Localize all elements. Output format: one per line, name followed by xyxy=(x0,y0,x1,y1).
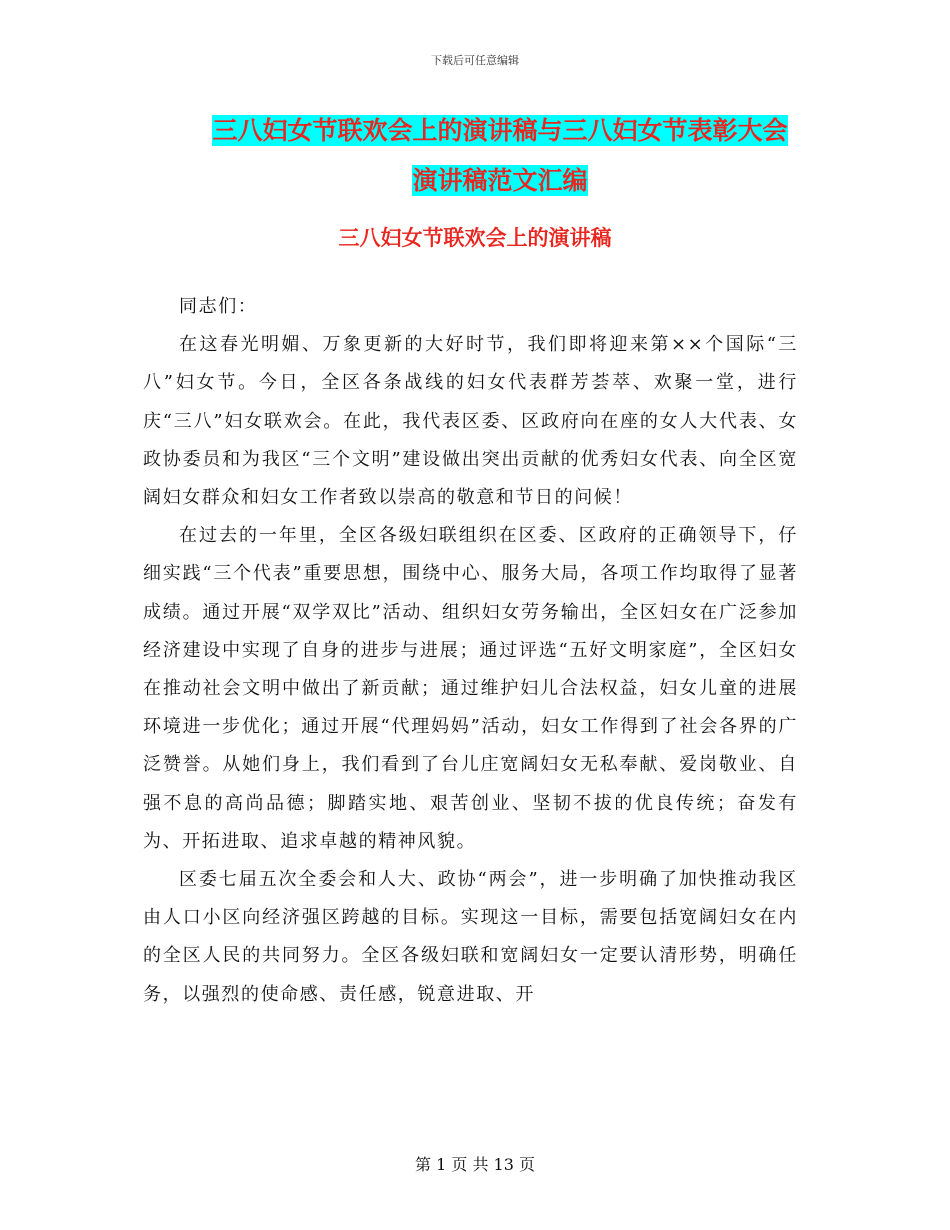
page-number: 第 1 页 共 13 页 xyxy=(415,1155,535,1174)
paragraph-salutation: 同志们： xyxy=(179,296,258,317)
title-line-2: 演讲稿范文汇编 xyxy=(412,166,588,195)
title-line-1: 三八妇女节联欢会上的演讲稿与三八妇女节表彰大会 xyxy=(212,116,788,145)
paragraph: 在过去的一年里，全区各级妇联组织在区委、区政府的正确领导下，仔细实践“三个代表”重要思想，围绕中心、服务大局，各项工作均取得了显著成绩。通过开展“双学双比”活动、组织妇女劳务输出，全区妇女在广泛参加经济建设中实现了自身的进步与进展；通过评选“五好文明家庭”，全区妇女在推动社会文明中做出了新贡献；通过维护妇儿合法权益，妇女儿童的进展环境进一步优化；通过开展“代理妈妈”活动，妇女工作得到了社会各界的广泛赞誉。从她们身上，我们看到了台儿庄宽阔妇女无私奉献、爱岗敬业、自强不息的高尚品德；脚踏实地、艰苦创业、坚韧不拔的优良传统；奋发有为、开拓进取、追求卓越的精神风貌。 xyxy=(143,525,798,852)
paragraph: 在这春光明媚、万象更新的大好时节，我们即将迎来第××个国际“三八”妇女节。今日，全区各条战线的妇女代表群芳荟萃、欢聚一堂，进行庆“三八”妇女联欢会。在此，我代表区委、区政府向在座的女人大代表、女政协委员和为我区“三个文明”建设做出突出贡献的优秀妇女代表、向全区宽阔妇女群众和妇女工作者致以崇高的敬意和节日的问候！ xyxy=(143,334,798,509)
document-title xyxy=(120,106,880,206)
header-note: 下载后可任意编辑 xyxy=(431,54,519,67)
paragraph: 区委七届五次全委会和人大、政协“两会”，进一步明确了加快推动我区由人口小区向经济强区跨越的目标。实现这一目标，需要包括宽阔妇女在内的全区人民的共同努力。全区各级妇联和宽阔妇女一定要认清形势，明确任务，以强烈的使命感、责任感，锐意进取、开 xyxy=(143,869,798,1005)
section-title: 三八妇女节联欢会上的演讲稿 xyxy=(338,226,612,250)
document-body xyxy=(143,288,798,1014)
